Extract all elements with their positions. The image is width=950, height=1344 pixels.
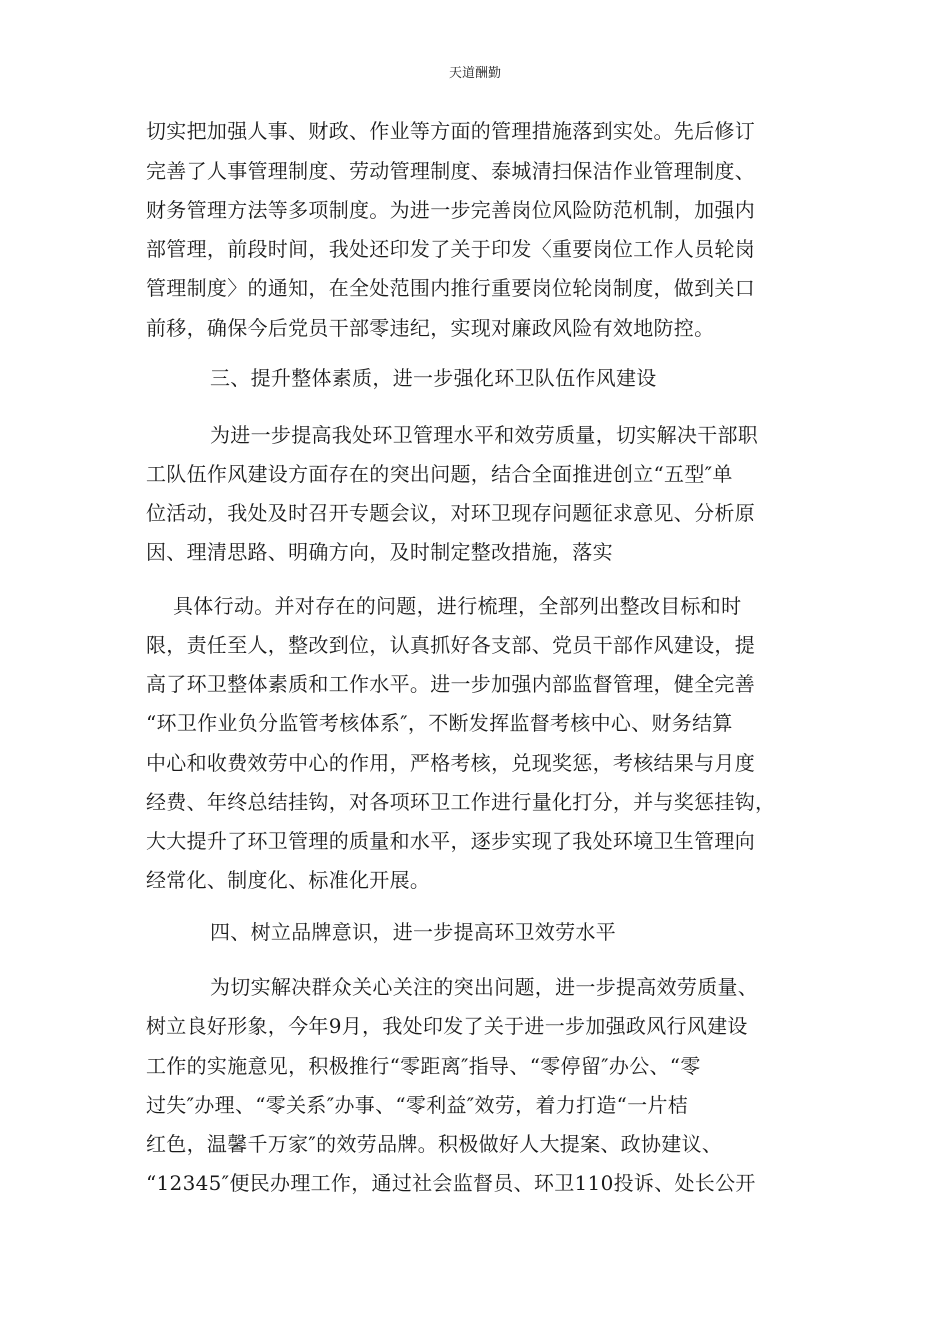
section-heading: 三、提升整体素质，进一步强化环卫队伍作风建设: [210, 366, 657, 390]
text-line: 前移，确保今后党员干部零违纪，实现对廉政风险有效地防控。: [146, 316, 715, 340]
text-line: 中心和收费效劳中心的作用，严格考核，兑现奖惩，考核结果与月度: [146, 751, 755, 775]
text-line: 限，责任至人，整改到位，认真抓好各支部、党员干部作风建设，提: [146, 633, 755, 657]
text-line: 工作的实施意见，积极推行“零距离″指导、“零停留″办公、“零: [146, 1054, 701, 1078]
text-line: 经费、年终总结挂钩，对各项环卫工作进行量化打分，并与奖惩挂钩，: [146, 790, 776, 814]
text-line: 完善了人事管理制度、劳动管理制度、泰城清扫保洁作业管理制度、: [146, 159, 755, 183]
text-line: 切实把加强人事、财政、作业等方面的管理措施落到实处。先后修订: [146, 119, 755, 143]
text-line: 具体行动。并对存在的问题，进行梳理，全部列出整改目标和时: [173, 594, 742, 618]
text-line: 位活动，我处及时召开专题会议，对环卫现存问题征求意见、分析原: [146, 501, 755, 525]
page-header: 天道酬勤: [448, 66, 501, 81]
text-line: “环卫作业负分监管考核体系″，不断发挥监督考核中心、财务结算: [146, 711, 733, 735]
text-line: 为进一步提高我处环卫管理水平和效劳质量，切实解决干部职: [210, 423, 759, 447]
text-line: 财务管理方法等多项制度。为进一步完善岗位风险防范机制，加强内: [146, 198, 755, 222]
text-line: “12345″便民办理工作，通过社会监督员、环卫110投诉、处长公开: [146, 1171, 756, 1195]
section-heading: 四、树立品牌意识，进一步提高环卫效劳水平: [210, 920, 616, 944]
text-line: 为切实解决群众关心关注的突出问题，进一步提高效劳质量、: [210, 975, 759, 999]
text-line: 树立良好形象，今年9月，我处印发了关于进一步加强政风行风建设: [146, 1014, 748, 1038]
text-line: 大大提升了环卫管理的质量和水平，逐步实现了我处环境卫生管理向: [146, 829, 755, 853]
text-line: 红色，温馨千万家″的效劳品牌。积极做好人大提案、政协建议、: [146, 1132, 723, 1156]
text-line: 因、理清思路、明确方向，及时制定整改措施，落实: [146, 540, 613, 564]
text-line: 管理制度〉的通知，在全处范围内推行重要岗位轮岗制度，做到关口: [146, 276, 755, 300]
text-line: 经常化、制度化、标准化开展。: [146, 868, 431, 892]
text-line: 部管理，前段时间，我处还印发了关于印发〈重要岗位工作人员轮岗: [146, 237, 755, 261]
text-line: 高了环卫整体素质和工作水平。进一步加强内部监督管理，健全完善: [146, 672, 755, 696]
text-line: 工队伍作风建设方面存在的突出问题，结合全面推进创立“五型″单: [146, 462, 733, 486]
text-line: 过失″办理、“零关系″办事、“零利益″效劳，着力打造“一片桔: [146, 1093, 689, 1117]
